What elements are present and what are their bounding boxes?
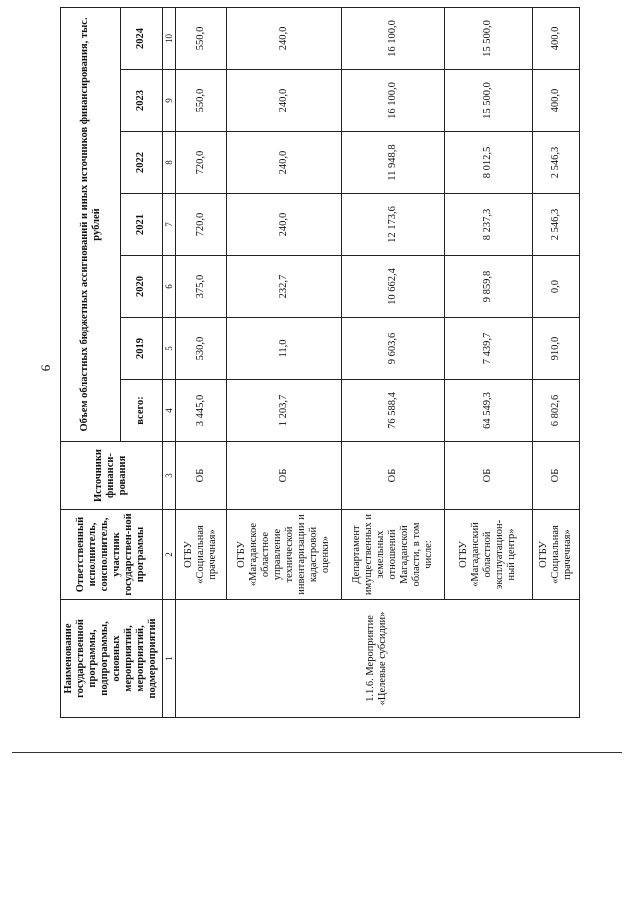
header-year-2023: 2023 <box>121 70 162 132</box>
value-cell: 9 603,6 <box>342 318 445 380</box>
executor-cell: Департамент имущественных и земельных отношений Магаданской области, в том числе: <box>342 510 445 600</box>
value-cell: 910,0 <box>532 318 579 380</box>
executor-cell: ОГБУ «Магаданское областное управление технической инвентаризации и кадастровой оценки» <box>227 510 342 600</box>
budget-table-rotated <box>60 8 580 718</box>
index-cell: 7 <box>162 194 175 256</box>
value-cell: 400,0 <box>532 7 579 69</box>
value-cell: 8 237,3 <box>444 194 532 256</box>
source-cell: ОБ <box>342 442 445 510</box>
header-year-total: всего: <box>121 380 162 442</box>
page-divider <box>12 752 622 753</box>
header-year-2019: 2019 <box>121 318 162 380</box>
value-cell: 375,0 <box>175 256 226 318</box>
index-row <box>162 7 175 717</box>
index-cell: 1 <box>162 600 175 718</box>
value-cell: 9 859,8 <box>444 256 532 318</box>
value-cell: 15 500,0 <box>444 7 532 69</box>
index-cell: 6 <box>162 256 175 318</box>
value-cell: 76 588,4 <box>342 380 445 442</box>
index-cell: 5 <box>162 318 175 380</box>
index-cell: 10 <box>162 7 175 69</box>
table-row <box>175 7 226 717</box>
value-cell: 6 802,6 <box>532 380 579 442</box>
value-cell: 550,0 <box>175 70 226 132</box>
header-year-2021: 2021 <box>121 194 162 256</box>
value-cell: 400,0 <box>532 70 579 132</box>
source-cell: ОБ <box>227 442 342 510</box>
header-year-2022: 2022 <box>121 132 162 194</box>
header-executor: Ответственный исполнитель, соисполнитель, участник государствен-ной программы <box>61 510 163 600</box>
value-cell: 240,0 <box>227 132 342 194</box>
page-number: 9 <box>38 364 54 372</box>
value-cell: 7 439,7 <box>444 318 532 380</box>
value-cell: 550,0 <box>175 7 226 69</box>
value-cell: 16 100,0 <box>342 70 445 132</box>
value-cell: 8 012,5 <box>444 132 532 194</box>
header-year-2024: 2024 <box>121 7 162 69</box>
value-cell: 1 203,7 <box>227 380 342 442</box>
value-cell: 240,0 <box>227 70 342 132</box>
value-cell: 720,0 <box>175 132 226 194</box>
value-cell: 16 100,0 <box>342 7 445 69</box>
index-cell: 8 <box>162 132 175 194</box>
value-cell: 3 445,0 <box>175 380 226 442</box>
measure-name: 1.1.6. Мероприятие «Целевые субсидии» <box>175 600 579 718</box>
source-cell: ОБ <box>175 442 226 510</box>
executor-cell: ОГБУ «Социальная прачечная» <box>175 510 226 600</box>
value-cell: 240,0 <box>227 194 342 256</box>
value-cell: 64 549,3 <box>444 380 532 442</box>
header-year-2020: 2020 <box>121 256 162 318</box>
value-cell: 2 546,3 <box>532 194 579 256</box>
value-cell: 10 662,4 <box>342 256 445 318</box>
index-cell: 2 <box>162 510 175 600</box>
source-cell: ОБ <box>444 442 532 510</box>
value-cell: 0,0 <box>532 256 579 318</box>
value-cell: 240,0 <box>227 7 342 69</box>
value-cell: 530,0 <box>175 318 226 380</box>
value-cell: 2 546,3 <box>532 132 579 194</box>
executor-cell: ОГБУ «Магаданский областной эксплуатацион-ный центр» <box>444 510 532 600</box>
value-cell: 12 173,6 <box>342 194 445 256</box>
value-cell: 232,7 <box>227 256 342 318</box>
index-cell: 4 <box>162 380 175 442</box>
header-volume: Объем областных бюджетных ассигнований и иных источников финансирования, тыс. рублей <box>61 7 121 441</box>
header-name: Наименование государственной программы, подпрограммы, основных мероприятий, мероприятий, подмероприятий <box>61 600 163 718</box>
value-cell: 11 948,8 <box>342 132 445 194</box>
header-source: Источники финанси-рования <box>61 442 163 510</box>
source-cell: ОБ <box>532 442 579 510</box>
executor-cell: ОГБУ «Социальная прачечная» <box>532 510 579 600</box>
index-cell: 3 <box>162 442 175 510</box>
value-cell: 11,0 <box>227 318 342 380</box>
index-cell: 9 <box>162 70 175 132</box>
value-cell: 15 500,0 <box>444 70 532 132</box>
value-cell: 720,0 <box>175 194 226 256</box>
budget-table <box>60 7 580 718</box>
